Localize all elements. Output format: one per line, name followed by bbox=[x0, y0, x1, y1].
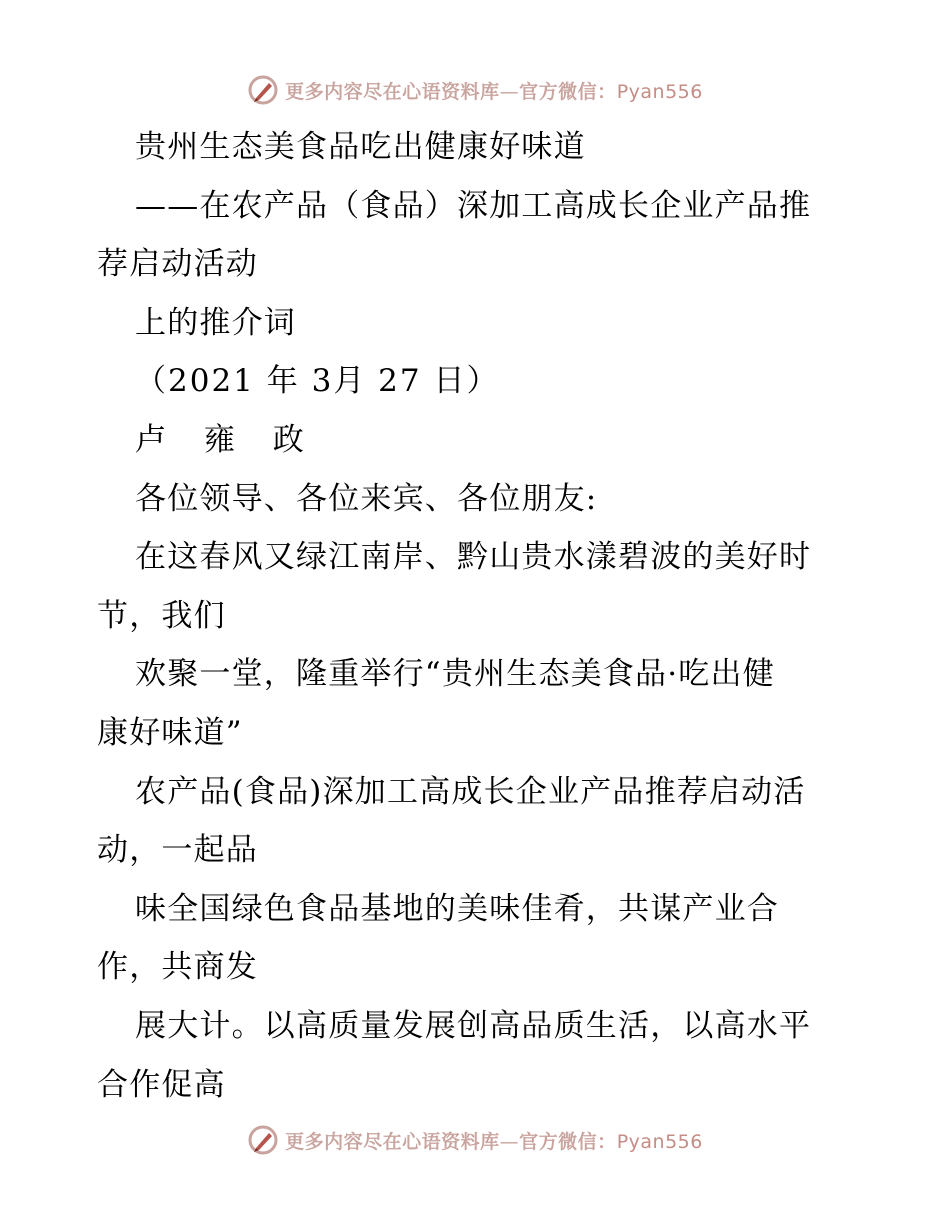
document-subtitle-tail: 上的推介词 bbox=[135, 304, 296, 341]
document-author: 卢 雍 政 bbox=[135, 421, 318, 458]
paragraph-line: 展大计。以高质量发展创高品质生活，以高水平 bbox=[135, 1007, 812, 1044]
document-subtitle: ——在农产品（食品）深加工高成长企业产品推 bbox=[135, 187, 812, 224]
paragraph-line: 节，我们 bbox=[97, 597, 226, 634]
watermark-text: 更多内容尽在心语资料库—官方微信：Pyan556 bbox=[285, 1130, 703, 1153]
paragraph-line: 味全国绿色食品基地的美味佳肴，共谋产业合 bbox=[135, 890, 779, 927]
watermark-header bbox=[0, 70, 950, 110]
paragraph-line: 动，一起品 bbox=[97, 832, 258, 869]
document-title: 贵州生态美食品吃出健康好味道 bbox=[135, 129, 586, 165]
paragraph-line: 作，共商发 bbox=[97, 949, 258, 986]
paragraph-line: 合作促高 bbox=[97, 1066, 226, 1103]
paragraph-line: 在这春风又绿江南岸、黔山贵水漾碧波的美好时 bbox=[135, 539, 812, 576]
salutation: 各位领导、各位来宾、各位朋友: bbox=[135, 480, 598, 517]
document-date: （2021 年 3月 27 日） bbox=[135, 363, 500, 400]
watermark-footer bbox=[0, 1120, 950, 1160]
paragraph-line: 欢聚一堂，隆重举行“贵州生态美食品·吃出健 bbox=[135, 656, 775, 693]
paragraph-line: 农产品(食品)深加工高成长企业产品推荐启动活 bbox=[135, 773, 806, 810]
paragraph-line: 康好味道” bbox=[97, 714, 243, 751]
document-subtitle-cont: 荐启动活动 bbox=[97, 246, 258, 283]
watermark-text: 更多内容尽在心语资料库—官方微信：Pyan556 bbox=[285, 80, 703, 103]
document-body bbox=[97, 118, 853, 1114]
quill-in-circle-icon bbox=[247, 1124, 279, 1156]
quill-in-circle-icon bbox=[247, 74, 279, 106]
